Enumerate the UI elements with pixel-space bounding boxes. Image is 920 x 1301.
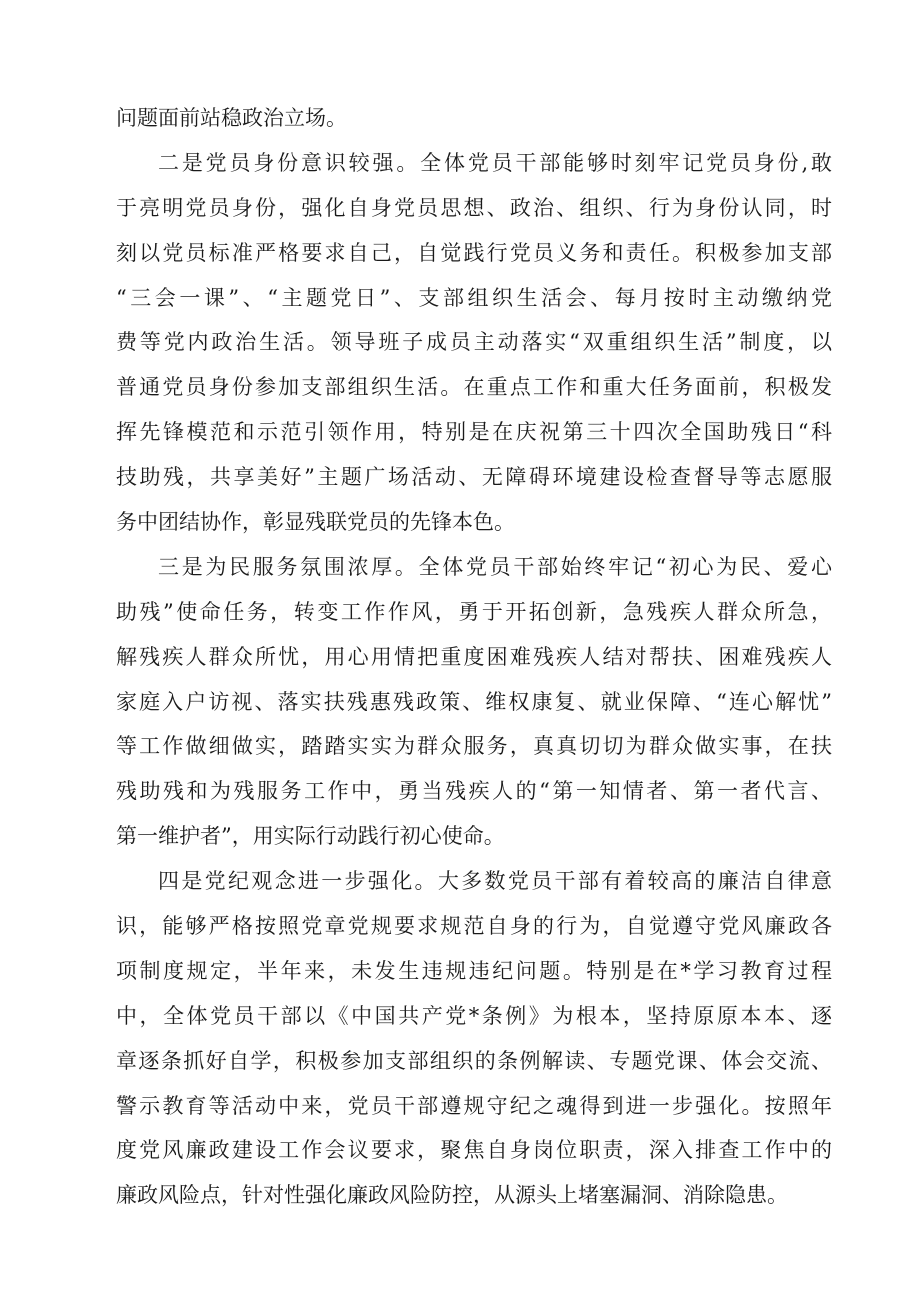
- text-line: 问题面前站稳政治立场。: [116, 106, 347, 130]
- paragraph-intro-tail: [116, 96, 832, 141]
- text-line: 家庭入户访视、落实扶残惠残政策、维权康复、就业保障、“连心解忧”: [116, 689, 832, 714]
- paragraph-two: [116, 141, 832, 545]
- paragraph-four: [116, 859, 832, 1218]
- text-line: 廉政风险点，针对性强化廉政风险防控，从源头上堵塞漏洞、消除隐患。: [116, 1183, 788, 1208]
- text-line: 识，能够严格按照党章党规要求规范自身的行为，自觉遵守党风廉政各: [116, 914, 832, 939]
- text-line: 第一维护者”，用实际行动践行初心使命。: [116, 824, 505, 849]
- text-line: 警示教育等活动中来，党员干部遵规守纪之魂得到进一步强化。按照年: [116, 1093, 832, 1118]
- text-line: 于亮明党员身份，强化自身党员思想、政治、组织、行为身份认同，时: [116, 195, 832, 220]
- text-line: 三是为民服务氛围浓厚。全体党员干部始终牢记“初心为民、爱心: [158, 554, 832, 579]
- text-line: 助残”使命任务，转变工作作风，勇于开拓创新，急残疾人群众所急，: [116, 599, 832, 624]
- text-line: 解残疾人群众所忧，用心用情把重度困难残疾人结对帮扶、困难残疾人: [116, 644, 832, 669]
- text-line: 技助残，共享美好”主题广场活动、无障碍环境建设检查督导等志愿服: [116, 465, 832, 490]
- text-line: “三会一课”、“主题党日”、支部组织生活会、每月按时主动缴纳党: [116, 285, 832, 310]
- text-line: 务中团结协作，彰显残联党员的先锋本色。: [116, 510, 515, 535]
- text-line: 四是党纪观念进一步强化。大多数党员干部有着较高的廉洁自律意: [158, 869, 832, 894]
- text-line: 等工作做细做实，踏踏实实为群众服务，真真切切为群众做实事，在扶: [116, 734, 832, 759]
- text-line: 度党风廉政建设工作会议要求，聚焦自身岗位职责，深入排查工作中的: [116, 1138, 832, 1163]
- text-line: 挥先锋模范和示范引领作用，特别是在庆祝第三十四次全国助残日“科: [116, 420, 832, 445]
- text-line: 刻以党员标准严格要求自己，自觉践行党员义务和责任。积极参加支部: [116, 240, 832, 265]
- text-line: 二是党员身份意识较强。全体党员干部能够时刻牢记党员身份,敢: [158, 150, 832, 175]
- text-line: 章逐条抓好自学，积极参加支部组织的条例解读、专题党课、体会交流、: [116, 1048, 832, 1073]
- text-line: 项制度规定，半年来，未发生违规违纪问题。特别是在*学习教育过程: [116, 958, 832, 983]
- text-line: 费等党内政治生活。领导班子成员主动落实“双重组织生活”制度，以: [116, 330, 832, 355]
- paragraph-three: [116, 545, 832, 859]
- text-line: 残助残和为残服务工作中，勇当残疾人的“第一知情者、第一者代言、: [116, 779, 832, 804]
- text-line: 中，全体党员干部以《中国共产党*条例》为根本，坚持原原本本、逐: [116, 1003, 832, 1028]
- text-line: 普通党员身份参加支部组织生活。在重点工作和重大任务面前，积极发: [116, 375, 832, 400]
- document-body: [116, 96, 832, 1218]
